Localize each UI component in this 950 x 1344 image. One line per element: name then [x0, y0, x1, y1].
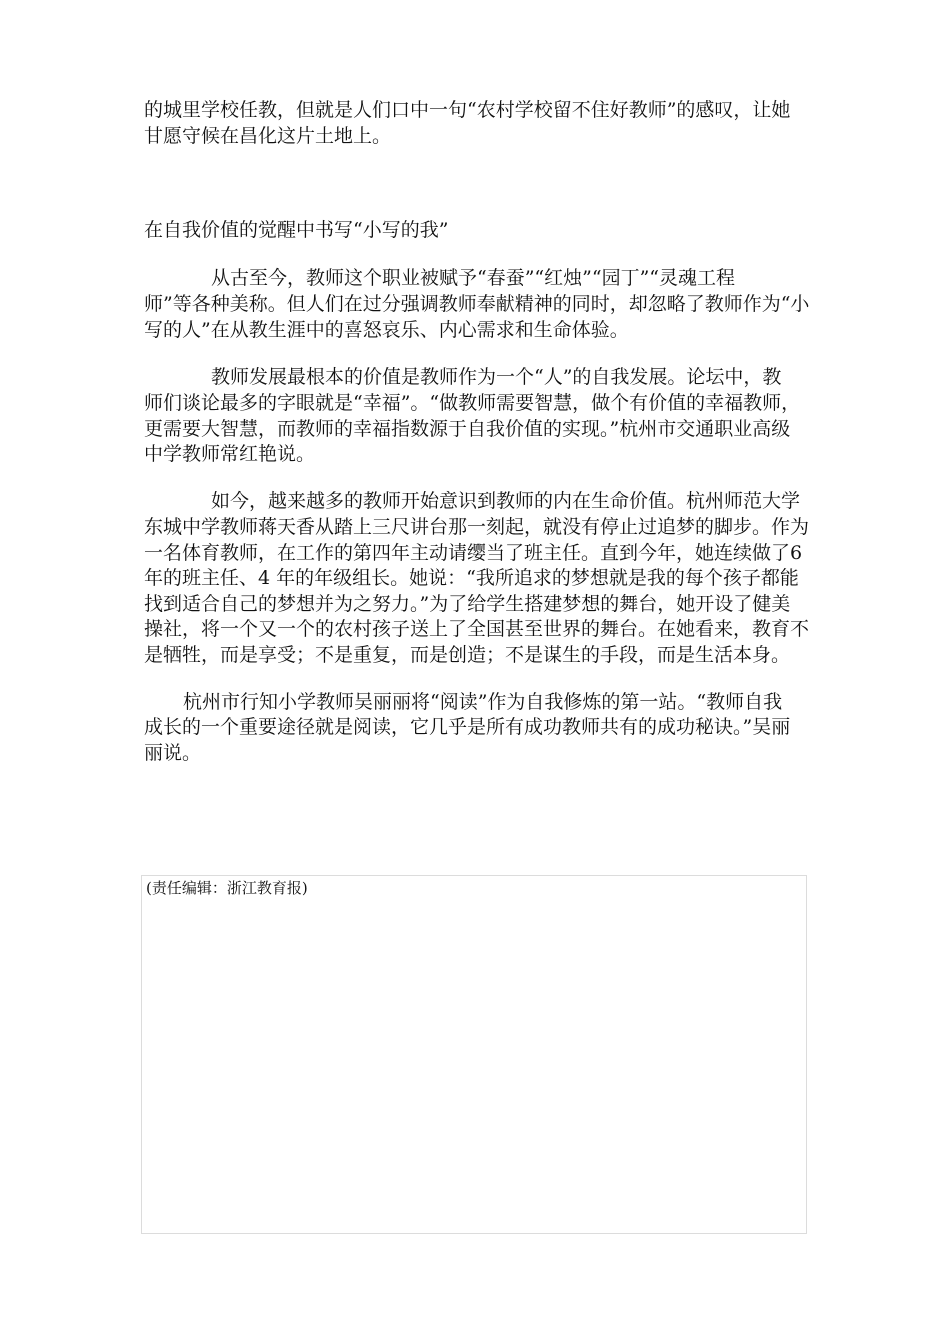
intro-line-2: 甘愿守候在昌化这片土地上。 [144, 125, 392, 147]
paragraph-3-line-7: 是牺牲，而是享受；不是重复，而是创造；不是谋生的手段，而是生活本身。 [144, 644, 791, 666]
section-heading: 在自我价值的觉醒中书写“小写的我” [144, 219, 449, 241]
paragraph-3-line-6: 操社，将一个又一个的农村孩子送上了全国甚至世界的舞台。在她看来，教育不 [144, 618, 810, 640]
paragraph-2-line-1: 教师发展最根本的价值是教师作为一个“人”的自我发展。论坛中，教 [211, 366, 782, 388]
paragraph-1-line-3: 写的人”在从教生涯中的喜怒哀乐、内心需求和生命体验。 [144, 319, 629, 341]
paragraph-1-line-1: 从古至今，教师这个职业被赋予“春蚕”“红烛”“园丁”“灵魂工程 [211, 267, 735, 289]
paragraph-4-line-3: 丽说。 [144, 742, 202, 764]
intro-line-1: 的城里学校任教，但就是人们口中一句“农村学校留不住好教师”的感叹，让她 [144, 99, 791, 121]
paragraph-4-line-1: 杭州市行知小学教师吴丽丽将“阅读”作为自我修炼的第一站。“教师自我 [183, 691, 783, 713]
paragraph-4-line-2: 成长的一个重要途径就是阅读，它几乎是所有成功教师共有的成功秘诀。”吴丽 [144, 716, 791, 738]
editor-note: (责任编辑：浙江教育报) [146, 879, 308, 897]
paragraph-3-line-3: 一名体育教师，在工作的第四年主动请缨当了班主任。直到今年，她连续做了6 [144, 542, 803, 564]
paragraph-3-line-5: 找到适合自己的梦想并为之努力。”为了给学生搭建梦想的舞台，她开设了健美 [144, 593, 791, 615]
paragraph-2-line-2: 师们谈论最多的字眼就是“幸福”。“做教师需要智慧，做个有价值的幸福教师， [144, 392, 801, 414]
paragraph-2-line-4: 中学教师常红艳说。 [144, 443, 316, 465]
paragraph-2-line-3: 更需要大智慧，而教师的幸福指数源于自我价值的实现。”杭州市交通职业高级 [144, 418, 791, 440]
editor-note-box [141, 875, 807, 1234]
paragraph-3-line-2: 东城中学教师蒋天香从踏上三尺讲台那一刻起，就没有停止过追梦的脚步。作为 [144, 516, 810, 538]
paragraph-3-line-1: 如今，越来越多的教师开始意识到教师的内在生命价值。杭州师范大学 [211, 490, 801, 512]
paragraph-1-line-2: 师”等各种美称。但人们在过分强调教师奉献精神的同时，却忽略了教师作为“小 [144, 293, 810, 315]
paragraph-3-line-4: 年的班主任、4 年的年级组长。她说：“我所追求的梦想就是我的每个孩子都能 [144, 567, 799, 589]
